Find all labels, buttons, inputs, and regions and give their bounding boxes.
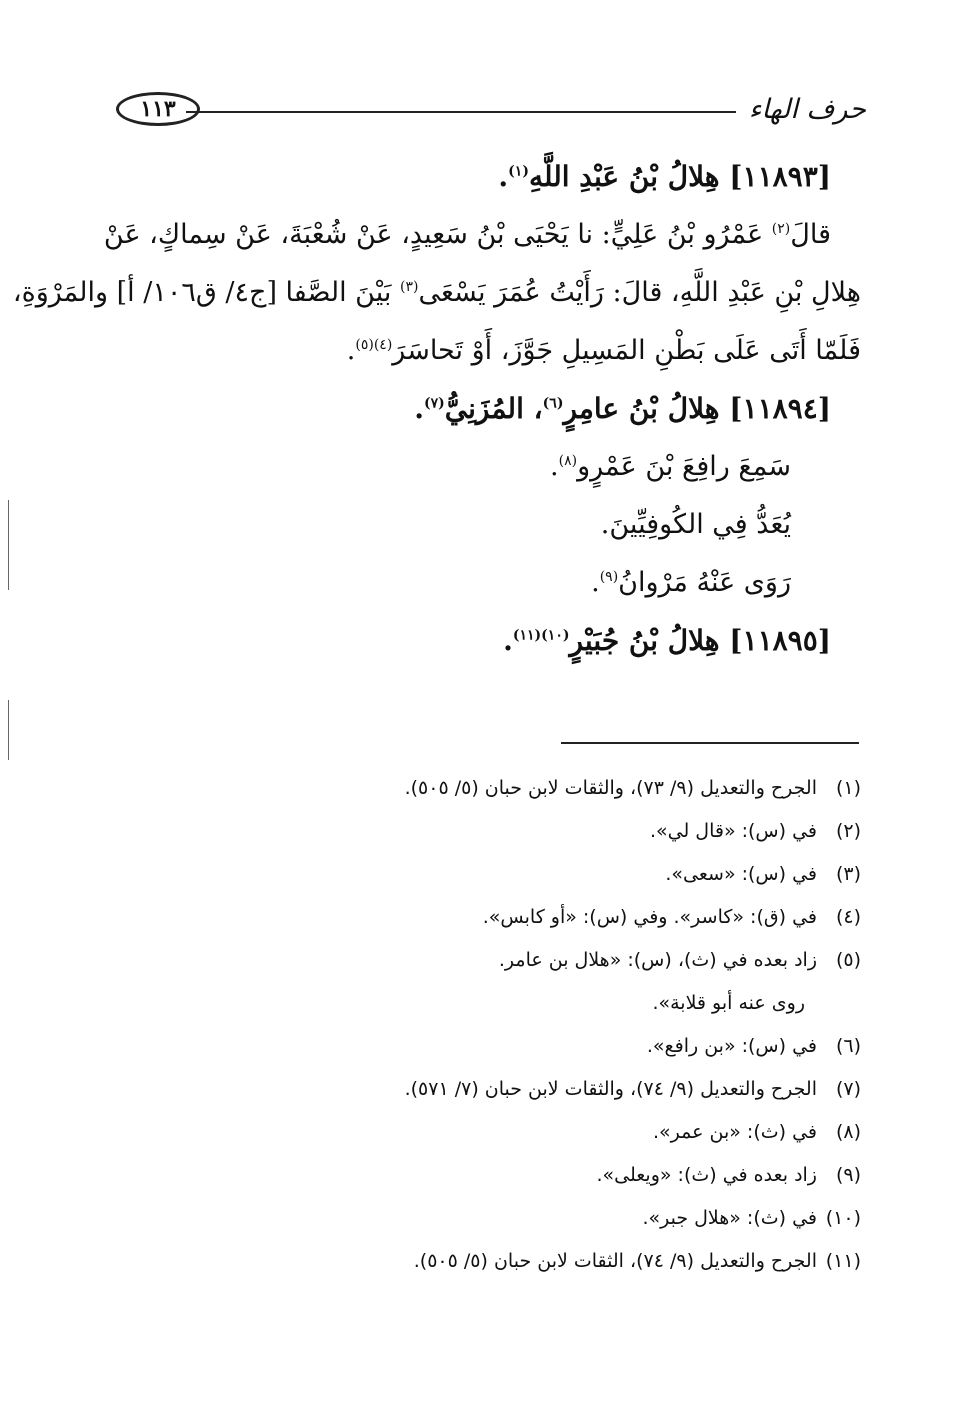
footnote-text: الجرح والتعديل (٩/ ٧٤)، الثقات لابن حبان (٥/ ٥٠٥).: [413, 1250, 817, 1272]
footnote: [113, 1071, 861, 1107]
footnote-number: (٩): [835, 1164, 861, 1186]
footnote: [113, 1157, 861, 1193]
footnote-text: في (س): «بن رافع».: [646, 1035, 817, 1057]
footnote-ref[interactable]: (٣): [399, 279, 419, 295]
entry-heading: [١١٨٩٣] هِلالُ بْنُ عَبْدِ اللَّهِ$^{(١)}$.: [498, 160, 831, 193]
text-segment: عَمْرُو بْنُ عَلِيٍّ: نا يَحْيَى بْنُ سَعِيدٍ، عَنْ شُعْبَةَ، عَنْ سِماكٍ، عَنْ: [103, 219, 772, 250]
footnote-number: (١١): [825, 1250, 861, 1272]
text-segment: رَوَى عَنْهُ مَرْوانُ: [618, 567, 791, 598]
footnote-ref[interactable]: (٤)(٥): [355, 337, 393, 353]
footnote: [113, 856, 861, 892]
footnotes: [113, 770, 861, 1286]
entry-heading-text: [١١٨٩٣] هِلالُ بْنُ عَبْدِ اللَّهِ: [528, 160, 831, 193]
footnote-ref[interactable]: (٢): [771, 221, 791, 237]
footnote-text: الجرح والتعديل (٩/ ٧٣)، والثقات لابن حبان (٥/ ٥٠٥).: [404, 777, 817, 799]
entry-text-line: [113, 322, 861, 380]
footnote-ref[interactable]: (١): [508, 163, 529, 180]
footnote-text: في (ق): «كاسر». وفي (س): «أو كابس».: [482, 906, 817, 928]
footnote: [113, 1200, 861, 1236]
footnote-text: في (س): «سعى».: [665, 863, 817, 885]
text-segment: .: [591, 567, 600, 598]
footnote-separator: [561, 742, 859, 744]
footnote: [113, 1243, 861, 1279]
scan-margin-mark: [8, 700, 9, 760]
footnote-ref[interactable]: (٧): [424, 395, 445, 412]
footnote: [113, 813, 861, 849]
footnote-ref[interactable]: (٩): [599, 569, 619, 585]
footnote-number: (٢): [835, 820, 861, 842]
footnote-number: (٤): [835, 906, 861, 928]
footnote-number: (١): [835, 777, 861, 799]
footnote-ref[interactable]: (١٠)(١١): [512, 627, 570, 644]
entry-heading-text: [١١٨٩٥] هِلالُ بْنُ جُبَيْرٍ: [569, 624, 831, 657]
footnote: [113, 942, 861, 978]
footnote-number: (٣): [835, 863, 861, 885]
footnote: [113, 1028, 861, 1064]
entry-heading: [١١٨٩٥] هِلالُ بْنُ جُبَيْرٍ$^{(١٠)(١١)}$.: [503, 624, 831, 657]
footnote-text: الجرح والتعديل (٩/ ٧٤)، والثقات لابن حبان (٧/ ٥٧١).: [404, 1078, 817, 1100]
entry-text-line: [113, 438, 861, 496]
text-segment: يُعَدُّ فِي الكُوفِيِّينَ.: [600, 509, 791, 540]
text-segment: بَيْنَ الصَّفا [ج٤/ ق١٠٦/ أ] والمَرْوَةِ،: [12, 277, 400, 308]
chapter-title: حرف الهاء: [748, 94, 866, 125]
footnote: [113, 899, 861, 935]
entry-text-line: [113, 496, 861, 554]
footnote-text: روى عنه أبو قلابة».: [652, 992, 805, 1014]
text-segment: .: [550, 451, 559, 482]
footnote-continuation: [113, 985, 861, 1021]
entry-text-line: [113, 554, 861, 612]
footnote-number: (٧): [835, 1078, 861, 1100]
footnote: [113, 770, 861, 806]
main-text: [12, 148, 861, 670]
page-header: [116, 92, 866, 132]
footnote-text: في (ث): «هلال جبر».: [642, 1207, 817, 1229]
text-segment: .: [346, 335, 356, 366]
text-segment: هِلالِ بْنِ عَبْدِ اللَّهِ، قالَ: رَأَيْتُ عُمَرَ يَسْعَى: [418, 277, 861, 308]
footnote-ref[interactable]: (٨): [558, 453, 578, 469]
footnote-number: (٦): [835, 1035, 861, 1057]
footnote-text: في (ث): «بن عمر».: [653, 1121, 817, 1143]
text-segment: فَلَمّا أَتَى عَلَى بَطْنِ المَسِيلِ جَوَّزَ، أَوْ تَحاسَرَ: [392, 335, 861, 366]
footnote-number: (٥): [835, 949, 861, 971]
footnote-text: في (س): «قال لي».: [649, 820, 817, 842]
footnote: [113, 1114, 861, 1150]
entry-heading-text: ، المُزَنِيُّ: [444, 392, 543, 425]
entry-heading: [١١٨٩٤] هِلالُ بْنُ عامِرٍ$^{(٦)}$، المُزَنِيُّ$^{(٧)}$.: [414, 392, 831, 425]
text-segment: قالَ: [790, 219, 831, 250]
footnote-number: (١٠): [825, 1207, 861, 1229]
footnote-number: (٨): [835, 1121, 861, 1143]
footnote-text: زاد بعده في (ث): «ويعلى».: [596, 1164, 817, 1186]
footnote-text: زاد بعده في (ث)، (س): «هلال بن عامر.: [498, 949, 817, 971]
header-rule: [186, 111, 736, 113]
entry-text-line: [103, 206, 861, 264]
text-segment: سَمِعَ رافِعَ بْنَ عَمْرٍو: [577, 451, 791, 482]
entry-text-line: [12, 264, 861, 322]
page-number: ١١٣: [116, 92, 200, 126]
scan-margin-mark: [8, 500, 9, 590]
footnote-ref[interactable]: (٦): [542, 395, 564, 412]
entry-heading-text: [١١٨٩٤] هِلالُ بْنُ عامِرٍ: [563, 392, 831, 425]
